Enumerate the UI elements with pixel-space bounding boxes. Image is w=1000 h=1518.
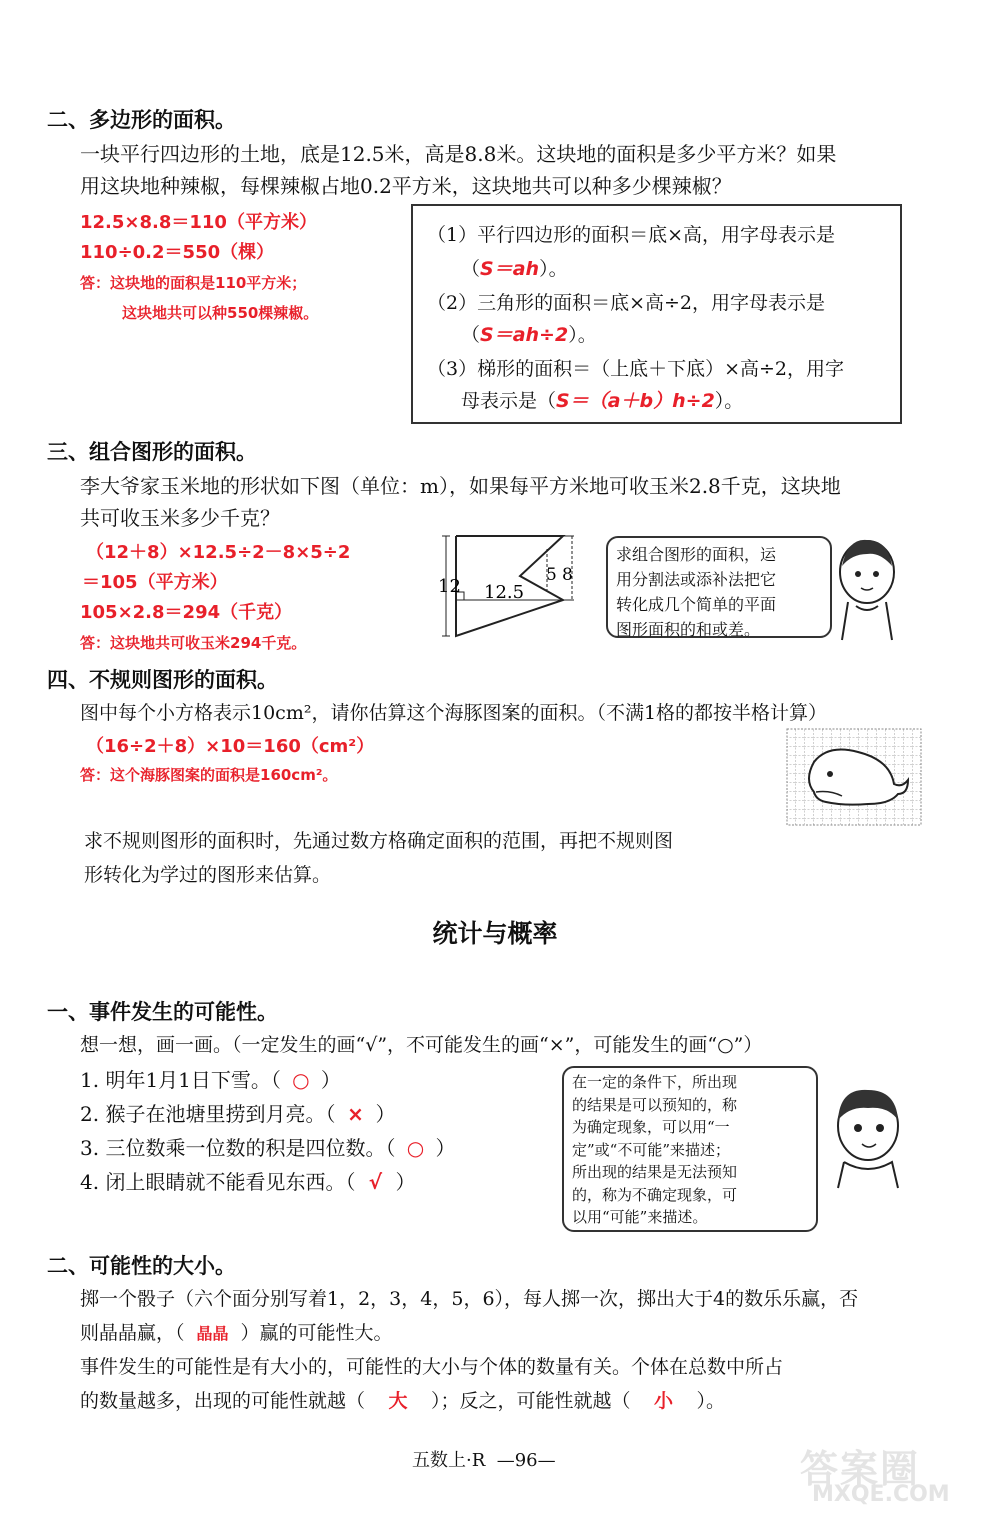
answer-line: （16÷2＋8）×10＝160（cm²） — [86, 736, 375, 757]
question-text: 则晶晶赢，（ 晶晶 ）赢的可能性大。 — [80, 1322, 393, 1344]
formula-answer: S＝（a＋b）h÷2 — [556, 390, 715, 412]
question-text: 共可收玉米多少千克？ — [80, 506, 280, 530]
formula-line: （S＝ah）。 — [461, 258, 568, 280]
answer-line: 这块地共可以种550棵辣椒。 — [122, 304, 319, 322]
section-heading-irregular-area: 四、不规则图形的面积。 — [47, 668, 278, 692]
chapter-title: 统计与概率 — [432, 919, 558, 948]
girl-cartoon-icon — [834, 532, 900, 642]
judgement-item: 4. 闭上眼睛就不能看见东西。（ √ ） — [80, 1170, 416, 1194]
tip-line: 的结果是可以预知的，称 — [572, 1095, 738, 1114]
watermark-url: MXQE.COM — [812, 1482, 950, 1507]
answer-fill: 大 — [388, 1390, 408, 1412]
formula-answer: S＝ah÷2 — [480, 324, 569, 346]
answer-mark: ○ — [406, 1136, 425, 1160]
answer-line: 110÷0.2＝550（棵） — [80, 242, 275, 263]
boy-cartoon-icon — [828, 1080, 908, 1190]
tip-line: 所出现的结果是无法预知 — [572, 1163, 738, 1181]
answer-line: 105×2.8＝294（千克） — [80, 602, 293, 623]
answer-mark: √ — [368, 1170, 383, 1194]
formula-answer: S＝ah — [480, 258, 540, 280]
section-heading-composite-area: 三、组合图形的面积。 — [47, 440, 257, 464]
formula-line: 母表示是（S＝（a＋b）h÷2）。 — [461, 390, 744, 412]
formula-line: （1）平行四边形的面积＝底×高，用字母表示是 — [427, 224, 836, 246]
summary-text: 求不规则图形的面积时，先通过数方格确定面积的范围，再把不规则图 — [84, 830, 674, 852]
answer-line: 答：这个海豚图案的面积是160cm²。 — [80, 766, 338, 784]
tip-line: 定”或“不可能”来描述； — [572, 1140, 731, 1159]
question-text: 李大爷家玉米地的形状如下图（单位：m），如果每平方米地可收玉米2.8千克，这块地 — [80, 474, 841, 498]
tip-line: 为确定现象，可以用“一 — [572, 1118, 730, 1136]
tip-line: 以用“可能”来描述。 — [572, 1208, 708, 1226]
section-heading-polygon-area: 二、多边形的面积。 — [47, 108, 236, 132]
judgement-item: 1. 明年1月1日下雪。（ ○ ） — [80, 1068, 341, 1092]
answer-line: 12.5×8.8＝110（平方米） — [80, 212, 317, 233]
formula-box — [411, 204, 902, 424]
tip-line: 用分割法或添补法把它 — [616, 570, 777, 589]
tip-line: 的，称为不确定现象，可 — [572, 1185, 738, 1204]
judgement-item: 2. 猴子在池塘里捞到月亮。（ × ） — [80, 1102, 396, 1126]
answer-mark: × — [347, 1102, 364, 1126]
footer-label: 五数上·R —96— — [412, 1450, 556, 1471]
judgement-item: 3. 三位数乘一位数的积是四位数。（ ○ ） — [80, 1136, 456, 1160]
tip-line: 图形面积的和或差。 — [616, 620, 761, 639]
answer-line: 答：这块地的面积是110平方米； — [80, 274, 307, 292]
formula-line: （3）梯形的面积＝（上底＋下底）×高÷2，用字 — [427, 358, 845, 380]
dimension-label-12: 12 — [438, 576, 461, 597]
answer-line: （12＋8）×12.5÷2－8×5÷2 — [86, 542, 351, 563]
tip-line: 转化成几个简单的平面 — [616, 595, 777, 614]
answer-line: ＝105（平方米） — [82, 572, 228, 593]
question-text: 用这块地种辣椒，每棵辣椒占地0.2平方米，这块地共可以种多少棵辣椒？ — [80, 174, 732, 198]
watermark-logo: 答案圈 — [800, 1447, 921, 1491]
section-heading-possibility-size: 二、可能性的大小。 — [47, 1254, 236, 1278]
summary-text: 形转化为学过的图形来估算。 — [84, 864, 332, 886]
answer-mark: ○ — [292, 1068, 310, 1092]
question-text: 的数量越多，出现的可能性就越（ 大 ）；反之，可能性就越（ 小 ）。 — [80, 1386, 725, 1413]
question-text: 一块平行四边形的土地，底是12.5米，高是8.8米。这块地的面积是多少平方米？如果 — [80, 142, 837, 166]
question-text: 事件发生的可能性是有大小的，可能性的大小与个体的数量有关。个体在总数中所占 — [80, 1356, 784, 1378]
formula-line: （S＝ah÷2）。 — [461, 324, 597, 346]
dolphin-grid-figure — [786, 728, 922, 826]
page-number: —96— — [496, 1450, 556, 1471]
tip-bubble — [562, 1066, 818, 1232]
question-text: 图中每个小方格表示10cm²，请你估算这个海豚图案的面积。（不满1格的都按半格计算） — [80, 702, 828, 724]
dimension-label-12-5: 12.5 — [484, 582, 525, 603]
answer-fill: 小 — [654, 1390, 674, 1412]
instruction-text: 想一想，画一画。（一定发生的画“√”，不可能发生的画“×”，可能发生的画“○”） — [80, 1034, 763, 1056]
composite-figure — [438, 528, 588, 640]
dimension-label-8: 8 — [562, 565, 573, 585]
section-heading-event-possibility: 一、事件发生的可能性。 — [47, 1000, 278, 1024]
tip-line: 求组合图形的面积，运 — [616, 545, 777, 564]
formula-line: （2）三角形的面积＝底×高÷2，用字母表示是 — [427, 292, 826, 314]
dimension-label-5: 5 — [546, 565, 557, 585]
tip-line: 在一定的条件下，所出现 — [572, 1073, 738, 1091]
answer-fill: 晶晶 — [196, 1324, 229, 1343]
tip-bubble — [606, 536, 832, 638]
answer-line: 答：这块地共可收玉米294千克。 — [80, 634, 307, 652]
question-text: 掷一个骰子（六个面分别写着1，2，3，4，5，6），每人掷一次，掷出大于4的数乐乐赢，否 — [80, 1288, 859, 1310]
